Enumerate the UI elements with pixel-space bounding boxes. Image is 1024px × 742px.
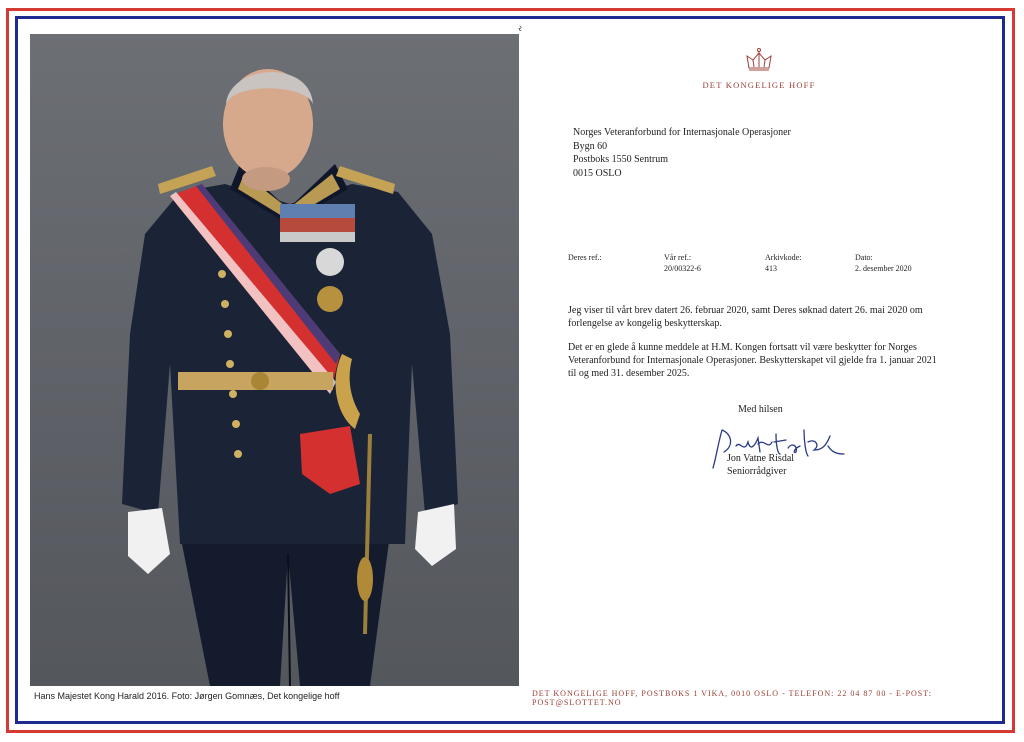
recipient-address bbox=[573, 126, 791, 180]
letterhead-brand: DET KONGELIGE HOFF bbox=[702, 80, 816, 90]
closing-greeting: Med hilsen bbox=[738, 404, 783, 415]
crown-icon bbox=[745, 47, 773, 73]
signer-name: Jon Vatne Risdal bbox=[727, 453, 795, 464]
deres-ref-label: Deres ref.: bbox=[568, 253, 602, 262]
arkivkode-value: 413 bbox=[765, 264, 777, 273]
signer-block bbox=[727, 453, 794, 478]
photo-caption: Hans Majestet Kong Harald 2016. Foto: Jørgen Gomnæs, Det kongelige hoff bbox=[34, 691, 340, 701]
letter-paragraph-2: Det er en glede å kunne meddele at H.M. Kongen fortsatt vil være beskytter for Norges Veteranforbund for Internasjonale Operasjoner. Beskytterskapet vil gjelde fra 1. januar 2021 til og med 31. desember 2025. bbox=[568, 342, 937, 379]
corner-mark: ર bbox=[518, 24, 523, 33]
letter-paragraph-1: Jeg viser til vårt brev datert 26. februar 2020, samt Deres søknad datert 26. mai 2020 om forlengelse av kongelig beskytterskap. bbox=[568, 305, 923, 329]
dato bbox=[855, 252, 912, 274]
arkivkode bbox=[765, 252, 801, 274]
var-ref bbox=[664, 252, 701, 274]
portrait-illustration bbox=[30, 34, 519, 686]
recipient-line: Bygn 60 bbox=[573, 140, 608, 152]
var-ref-label: Vår ref.: bbox=[664, 253, 692, 262]
dato-value: 2. desember 2020 bbox=[855, 264, 912, 273]
arkivkode-label: Arkivkode: bbox=[765, 253, 802, 262]
letter-footer: DET KONGELIGE HOFF, POSTBOKS 1 VIKA, 0010 OSLO - TELEFON: 22 04 87 00 - E-POST: POST@SLOTTET.NO bbox=[532, 689, 932, 707]
deres-ref bbox=[568, 252, 602, 263]
recipient-line: Norges Veteranforbund for Internasjonale Operasjoner bbox=[573, 127, 791, 138]
dato-label: Dato: bbox=[855, 253, 873, 262]
recipient-line: Postboks 1550 Sentrum bbox=[573, 154, 669, 166]
var-ref-value: 20/00322-6 bbox=[664, 264, 701, 273]
recipient-line: 0015 OSLO bbox=[573, 167, 622, 179]
portrait-photo bbox=[30, 34, 519, 686]
signer-title: Seniorrådgiver bbox=[727, 465, 787, 477]
